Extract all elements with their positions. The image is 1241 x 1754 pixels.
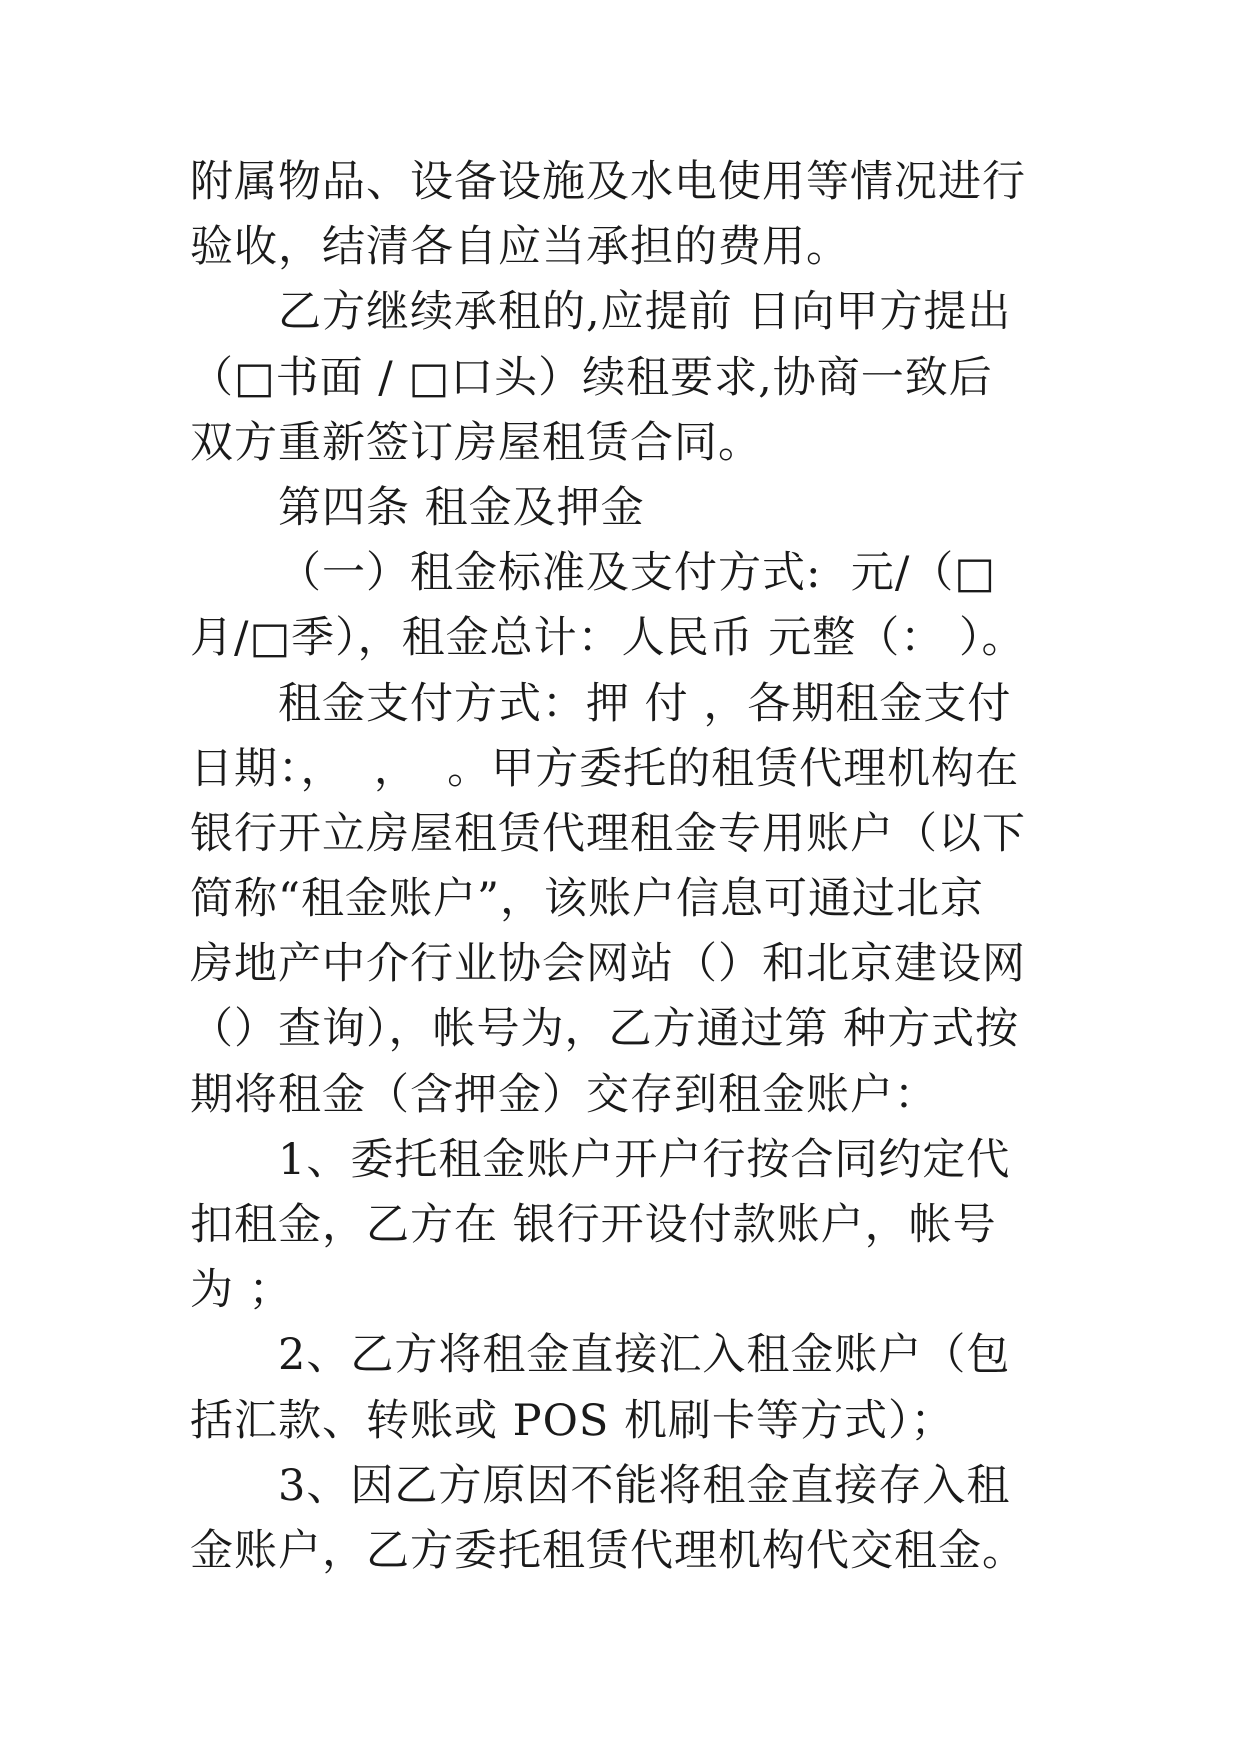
- text-line-8: 月/□季），租金总计：人民币 元整（： ）。: [190, 613, 1026, 664]
- list-item-3: 3、因乙方原因不能将租金直接存入租: [278, 1460, 1011, 1511]
- text-line-4: （□书面 / □口头）续租要求,协商一致后: [190, 352, 993, 403]
- list-item-1: 1、委托租金账户开户行按合同约定代: [278, 1134, 1011, 1185]
- list-item-2: 2、乙方将租金直接汇入租金账户（包: [278, 1330, 1011, 1381]
- text-line-17: 扣租金，乙方在 银行开设付款账户，帐号: [190, 1200, 997, 1250]
- text-line-9: 租金支付方式：押 付 ，各期租金支付: [278, 678, 1012, 729]
- text-line-3: 乙方继续承租的,应提前 日向甲方提出: [278, 287, 1012, 338]
- text-line-13: 房地产中介行业协会网站（）和北京建设网: [190, 939, 1026, 990]
- text-line-11: 银行开立房屋租赁代理租金专用账户（以下: [190, 808, 1026, 859]
- document-body: [190, 150, 1090, 1584]
- text-line-12: 简称“租金账户”，该账户信息可通过北京: [190, 874, 984, 925]
- text-line-1: 附属物品、设备设施及水电使用等情况进行: [190, 157, 1026, 207]
- text-line-20: 括汇款、转账或 POS 机刷卡等方式）；: [190, 1395, 955, 1446]
- text-line-22: 金账户，乙方委托租赁代理机构代交租金。: [190, 1525, 1026, 1576]
- text-line-5: 双方重新签订房屋租赁合同。: [190, 417, 762, 468]
- text-line-2: 验收，结清各自应当承担的费用。: [190, 222, 850, 273]
- text-line-15: 期将租金（含押金）交存到租金账户：: [190, 1069, 938, 1120]
- text-line-14: （）查询），帐号为，乙方通过第 种方式按: [190, 1004, 1020, 1055]
- section-heading: 第四条 租金及押金: [278, 482, 645, 533]
- text-line-18: 为 ；: [190, 1265, 293, 1316]
- text-line-10: 日期：， ， 。甲方委托的租赁代理机构在: [190, 743, 1020, 794]
- text-line-7: （一）租金标准及支付方式: 元/（□: [278, 548, 996, 599]
